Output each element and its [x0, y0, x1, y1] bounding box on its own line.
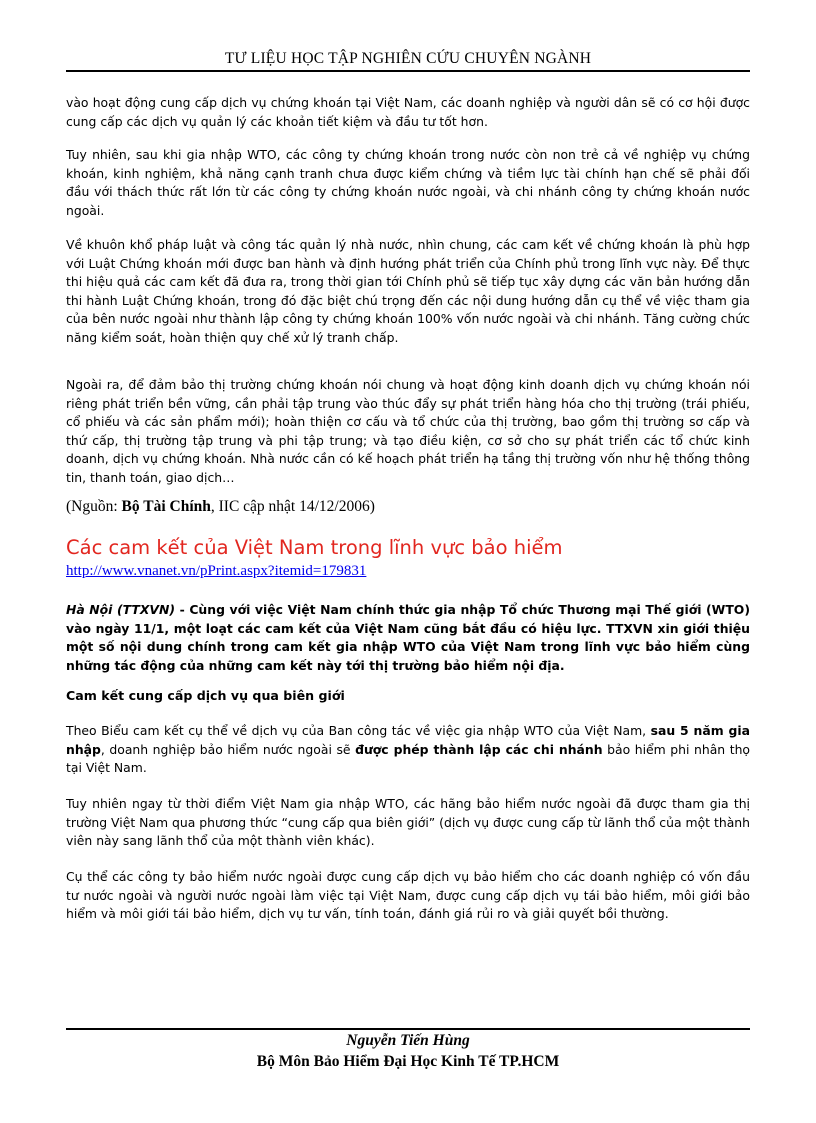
paragraph-3: Về khuôn khổ pháp luật và công tác quản lý nhà nước, nhìn chung, các cam kết về chứng khoán là phù hợp với Luật Chứng khoán mới được ban hành và định hướng phát triển của Chính phủ trong lĩnh vực này. Để thực thi hiệu quả các cam kết đã đưa ra, trong thời gian tới Chính phủ sẽ tiếp tục xây dựng các văn bản hướng dẫn thi hành Luật Chứng khoán, trong đó đặc biệt chú trọng đến các nội dung hướng dẫn cụ thể về việc tham gia của bên nước ngoài như thành lập công ty chứng khoán 100% vốn nước ngoài và chi nhánh. Tăng cường chức năng kiểm soát, hoàn thiện quy chế xử lý tranh chấp. — [66, 237, 750, 345]
lead-text: - Cùng với việc Việt Nam chính thức gia nhập Tổ chức Thương mại Thế giới (WTO) vào ngày 11/1, một loạt các cam kết của Việt Nam cũng bắt đầu có hiệu lực. TTXVN xin giới thiệu một số nội dung chính trong cam kết gia nhập WTO của Việt Nam trong lĩnh vực bảo hiểm cùng những tác động của những cam kết này tới thị trường bảo hiểm nội địa. — [66, 602, 751, 673]
paragraph-6: Tuy nhiên ngay từ thời điểm Việt Nam gia nhập WTO, các hãng bảo hiểm nước ngoài đã được tham gia thị trường Việt Nam qua phương thức “cung cấp qua biên giới” (dịch vụ được cung cấp từ lãnh thổ của một thành viên này sang lãnh thổ của một thành viên khác). — [66, 796, 750, 849]
subheading: Cam kết cung cấp dịch vụ qua biên giới — [66, 688, 345, 703]
paragraph-5-part-c: , doanh nghiệp bảo hiểm nước ngoài sẽ — [100, 741, 356, 757]
lead-paragraph — [66, 601, 750, 675]
section-heading: Các cam kết của Việt Nam trong lĩnh vực bảo hiểm — [66, 536, 563, 559]
source-citation — [66, 498, 750, 516]
source-suffix: , IIC cập nhật 14/12/2006) — [210, 498, 375, 515]
paragraph-5-bold-d: được phép thành lập các chi nhánh — [355, 741, 603, 757]
page-header-title: TƯ LIỆU HỌC TẬP NGHIÊN CỨU CHUYÊN NGÀNH — [224, 50, 592, 67]
source-prefix: (Nguồn: — [66, 498, 122, 515]
lead-dateline: Hà Nội (TTXVN) — [66, 602, 176, 617]
header-divider — [66, 70, 750, 72]
paragraph-1: vào hoạt động cung cấp dịch vụ chứng khoán tại Việt Nam, các doanh nghiệp và người dân sẽ có cơ hội được cung cấp các dịch vụ quản lý các khoản tiết kiệm và đầu tư tốt hơn. — [66, 95, 750, 129]
footer-author: Nguyễn Tiến Hùng — [346, 1032, 470, 1049]
paragraph-7: Cụ thể các công ty bảo hiểm nước ngoài được cung cấp dịch vụ bảo hiểm cho các doanh nghiệp có vốn đầu tư nước ngoài và người nước ngoài làm việc tại Việt Nam, được cung cấp dịch vụ tái bảo hiểm, môi giới bảo hiểm và môi giới tái bảo hiểm, dịch vụ tư vấn, tính toán, đánh giá rủi ro và giải quyết bồi thường. — [66, 869, 750, 922]
paragraph-5-part-a: Theo Biểu cam kết cụ thể về dịch vụ của Ban công tác về việc gia nhập WTO của Việt Nam, — [66, 723, 651, 738]
source-link[interactable]: http://www.vnanet.vn/pPrint.aspx?itemid=179831 — [66, 563, 367, 579]
source-org: Bộ Tài Chính — [121, 498, 211, 515]
paragraph-5-bold-b: sau 5 năm gia nhập — [66, 723, 750, 757]
paragraph-5 — [66, 722, 750, 778]
footer-divider — [66, 1028, 750, 1030]
paragraph-5-part-e: bảo hiểm phi nhân thọ tại Việt Nam. — [66, 741, 750, 776]
footer-department: Bộ Môn Bảo Hiểm Đại Học Kinh Tế TP.HCM — [256, 1053, 560, 1070]
paragraph-4: Ngoài ra, để đảm bảo thị trường chứng khoán nói chung và hoạt động kinh doanh dịch vụ chứng khoán nói riêng phát triển bền vững, cần phải tập trung vào thúc đẩy sự phát triển hàng hóa cho thị trường (trái phiếu, cổ phiếu và các sản phẩm mới); hoàn thiện cơ cấu và tổ chức của thị trường, bao gồm thị trường sơ cấp và thứ cấp, thị trường tập trung và phi tập trung; và tạo điều kiện, cơ sở cho sự phát triển các tổ chức kinh doanh, dịch vụ chứng khoán. Nhà nước cần có kế hoạch phát triển hạ tầng thị trường vốn như hệ thống thông tin, thanh toán, giao dịch… — [66, 377, 750, 485]
paragraph-2: Tuy nhiên, sau khi gia nhập WTO, các công ty chứng khoán trong nước còn non trẻ cả về nghiệp vụ chứng khoán, kinh nghiệm, khả năng cạnh tranh chưa được kiểm chứng và tiềm lực tài chính hạn chế sẽ phải đối đầu với thách thức rất lớn từ các công ty chứng khoán nước ngoài, và chi nhánh công ty chứng khoán nước ngoài. — [66, 147, 750, 218]
